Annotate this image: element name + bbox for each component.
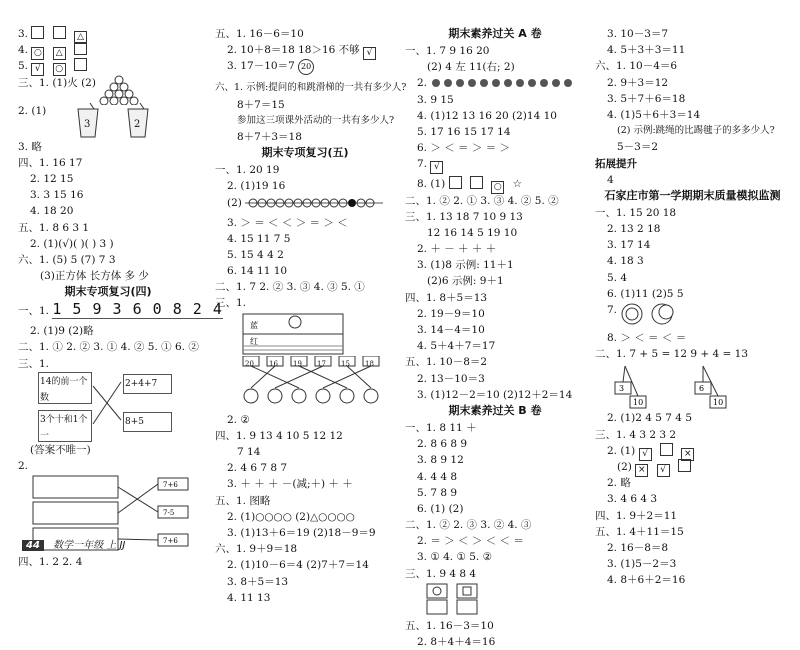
line: 2. 8 6 8 9: [417, 438, 468, 451]
line: 四、1. 9＋2＝11: [595, 509, 678, 522]
line: (答案不唯一): [30, 443, 91, 456]
matching-figure: [18, 372, 198, 442]
section-title: 期末素养过关 B 卷: [448, 403, 542, 417]
kids-number-figure: [215, 356, 395, 412]
line: 3. 10－3＝7: [607, 28, 669, 40]
line: 2. (1) 3 2: [18, 103, 198, 139]
answer-box: ×: [681, 448, 694, 461]
line: 2. 16－8＝8: [607, 541, 669, 554]
line: 二、1. 7 2. ② 3. ③ 4. ③ 5. ①: [215, 281, 365, 294]
line: 8. (1) ○ ☆: [417, 178, 523, 193]
line: 五、1. 4＋11＝15: [595, 525, 684, 538]
line: (2) × √: [595, 459, 790, 475]
answer-box: √: [363, 47, 376, 60]
line: 4. (1)12 13 16 20 (2)14 10: [417, 109, 557, 122]
column-3: [405, 26, 585, 650]
line: 四、1. 9 13 4 10 5 12 12: [215, 429, 343, 442]
answer-box: √: [31, 63, 44, 76]
line: 3. 14－4＝10: [417, 324, 485, 336]
line: 7. √: [405, 156, 585, 176]
line: 8＋7＝15: [237, 98, 285, 111]
line: 2. (1)9 (2)略: [30, 325, 94, 338]
subsection-title: 拓展提升: [595, 157, 637, 170]
line: 3. ＋ ＋ ＋ －(减;＋) ＋ ＋: [227, 478, 353, 491]
line: 参加这三项课外活动的一共有多少人?: [237, 114, 395, 126]
box: 2+4+7: [123, 374, 172, 394]
line: 五、1. 8 6 3 1: [18, 221, 90, 234]
line: 三、1.: [215, 297, 247, 310]
answer-box: [74, 58, 87, 71]
svg-text:10: 10: [633, 398, 644, 408]
answer-box: [74, 42, 87, 55]
line: 2. (1)2 4 5 7 4 5: [607, 412, 692, 425]
line: 一、1. 20 19: [215, 164, 280, 177]
answer-box: √: [639, 448, 652, 461]
line: 8＋7＋3＝18: [237, 130, 302, 143]
section-title: 期末专项复习(五): [261, 146, 349, 160]
line: 2. 10＋8＝18 18＞16 不够 √: [215, 42, 395, 58]
cube-boxes-figure: [405, 582, 585, 618]
line: 3. 8＋5＝13: [227, 575, 289, 588]
answer-box: ○: [31, 47, 44, 60]
svg-text:6: 6: [699, 384, 705, 394]
svg-text:10: 10: [713, 398, 724, 408]
line: 4. 5＋4＋7＝17: [417, 340, 496, 353]
line: 2.: [18, 460, 29, 472]
line: 3. (1)13＋6＝19 (2)18－9＝9: [227, 526, 376, 539]
line: 三、1. 4 3 2 3 2: [595, 428, 677, 441]
line: 6. (1)11 (2)5 5: [607, 287, 684, 300]
line: 六、1. (5) 5 (7) 7 3: [18, 253, 116, 266]
ball-pyramid-figure: [99, 75, 139, 105]
svg-text:7+6: 7+6: [163, 481, 178, 490]
line: 三、1. (1)火 (2): [18, 75, 198, 103]
svg-text:3: 3: [619, 384, 625, 394]
line: 4. 18 3: [607, 255, 644, 268]
line: 2.: [405, 75, 585, 91]
line: 3. ① 4. ① 5. ②: [417, 551, 492, 564]
line: 一、1. 15 20 18: [595, 206, 677, 219]
answer-box: √: [657, 464, 670, 477]
line: 3. △: [18, 26, 198, 42]
number-label: 17: [317, 359, 326, 368]
line: 二、1. ① 2. ② 3. ① 4. ② 5. ① 6. ②: [18, 341, 199, 354]
number-label: 19: [293, 359, 302, 368]
answer-box: △: [53, 47, 66, 60]
line: 6. ＞ ＜ ＝ ＞ ＝ ＞: [417, 142, 511, 155]
decompose-figure: [595, 362, 790, 410]
line: 五、1. 16－3＝10: [405, 619, 494, 632]
answer-box: ○: [53, 63, 66, 76]
svg-text:2: 2: [133, 118, 140, 130]
line: 四、1. 2 2. 4: [18, 556, 83, 569]
line: (2): [215, 195, 395, 215]
line: (2) 4 左 11(右; 2): [427, 61, 515, 74]
box: 8+5: [123, 412, 172, 432]
line: 4. ○ △: [18, 42, 198, 58]
line: 五、1. 16－6＝10: [215, 28, 304, 40]
svg-text:3: 3: [83, 118, 90, 130]
line: 2. (1) √ ×: [595, 443, 790, 459]
line: (2)6 示例: 9＋1: [427, 275, 504, 288]
line: 4. 15 11 7 5: [227, 232, 291, 245]
line: 四、1. 8＋5＝13: [405, 291, 488, 304]
line: 2. 19－9＝10: [417, 307, 485, 320]
line: 6. (1) (2): [417, 502, 464, 515]
section-title: 期末专项复习(四): [64, 285, 152, 299]
line: 一、1. 7 9 16 20: [405, 45, 490, 57]
line: 2. ＋ － ＋ ＋ ＋: [417, 243, 497, 256]
line: 5. 15 4 4 2: [227, 248, 284, 261]
page-number: 44: [22, 540, 44, 551]
svg-text:7-5: 7-5: [163, 509, 175, 518]
line: 六、1. 9＋9＝18: [215, 543, 298, 556]
column-2: [215, 26, 407, 606]
answer-box: √: [430, 161, 443, 174]
line: 5. 7 8 9: [417, 486, 458, 499]
answer-box: [470, 176, 483, 189]
line: 2. 12 15: [30, 172, 74, 185]
line: 三、1. 9 4 8 4: [405, 567, 477, 580]
line: 4: [607, 173, 614, 186]
line: 3. ＞ ＝ ＜ ＜ ＞ ＝ ＞ ＜: [227, 216, 348, 229]
line: 二、1. ② 2. ③ 3. ② 4. ③: [405, 519, 532, 532]
line: 一、1. 8 11 ＋: [405, 421, 477, 434]
line: 4. 4 4 8: [417, 470, 458, 483]
line: 3. 8 9 12: [417, 454, 464, 467]
line: 5. √ ○: [18, 58, 198, 74]
line: 二、1. 7 + 5 = 12 9 + 4 = 13: [595, 348, 749, 361]
line: 8. ＞ ＜ ＝ ＜ ＝: [607, 332, 687, 344]
line: 2. (1)○○○○ (2)△○○○○: [227, 510, 355, 523]
answer-box: ○: [491, 181, 504, 194]
line: 3. (1)5－2＝3: [607, 558, 677, 571]
line: 3. 3 15 16: [30, 189, 84, 202]
line: 二、1. ② 2. ① 3. ③ 4. ② 5. ②: [405, 194, 559, 207]
box: 3个十和1个一: [38, 410, 92, 442]
shelf-figure: [215, 312, 395, 356]
svg-text:蓝: 蓝: [250, 320, 258, 330]
section-title: 石家庄市第一学期期末质量模拟监测: [604, 188, 781, 202]
line: 2. ②: [227, 413, 250, 426]
line: 2. 13－10＝3: [417, 372, 485, 385]
line: 2. 8＋4＋4＝16: [417, 636, 496, 648]
line: 5－3＝2: [617, 141, 659, 154]
answer-box: [31, 26, 44, 39]
line: 7.: [595, 302, 790, 330]
line: (3)正方体 长方体 多 少: [40, 270, 149, 283]
line: 3. 17－10＝7 20: [215, 58, 395, 80]
answer-box: [449, 176, 462, 189]
number-label: 20: [245, 359, 254, 368]
line: 一、1. 1 5 9 3 6 0 8 2 4: [18, 300, 223, 319]
answer-box: [660, 443, 673, 456]
answer-box: ×: [635, 464, 648, 477]
line: 六、1. 示例:提问的和跳滑梯的一共有多少人?: [215, 82, 407, 94]
cups-figure: [50, 103, 160, 139]
line: 3. 略: [18, 140, 42, 153]
line: 5. 17 16 15 17 14: [417, 125, 511, 138]
page-footer: [22, 536, 125, 551]
line: 3. 5＋7＋6＝18: [607, 92, 686, 105]
line: 5. 4: [607, 271, 628, 284]
line: 2. 13 2 18: [607, 223, 661, 236]
line: 三、1.: [18, 357, 50, 370]
svg-text:7+6: 7+6: [163, 537, 178, 546]
line: 2. (1)(√)( )( ) 3 ): [30, 237, 114, 250]
line: 六、1. 10－4＝6: [595, 60, 678, 73]
line: 2. (1)19 16: [227, 180, 286, 193]
line: 3. 9 15: [417, 93, 454, 106]
pattern-row: [430, 77, 580, 89]
answer-box: [53, 26, 66, 39]
line: 五、1. 图略: [215, 494, 271, 507]
line: 3. 17 14: [607, 239, 651, 252]
line: 12 16 14 5 19 10: [427, 226, 518, 239]
answer-box: [678, 459, 691, 472]
line: 4. (1)5＋6＋3＝14: [607, 108, 701, 121]
line: 五、1. 10－8＝2: [405, 356, 488, 369]
number-label: 16: [269, 359, 278, 368]
book-label: 数学一年级 上 JJ: [53, 540, 126, 551]
line: 4. 8＋6＋2＝16: [607, 574, 686, 587]
line: 2. 略: [607, 477, 631, 490]
line: 4. 11 13: [227, 591, 271, 604]
line: 2. 4 6 7 8 7: [227, 462, 288, 475]
box: 14的前一个数: [38, 372, 92, 404]
line: 7 14: [237, 446, 261, 458]
column-1: [18, 26, 223, 570]
bead-string-figure: [245, 196, 385, 210]
line: 三、1. 13 18 7 10 9 13: [405, 210, 523, 223]
svg-text:红: 红: [250, 336, 258, 346]
line: 2. (1)10－6＝4 (2)7＋7＝14: [227, 559, 369, 572]
line: 四、1. 16 17: [18, 156, 83, 169]
line: 6. 14 11 10: [227, 265, 288, 278]
line: 2. ＝ ＞ ＜ ＞ ＜ ＜ ＝: [417, 535, 524, 548]
line: 4. 5＋3＋3＝11: [607, 44, 686, 57]
handwritten-digits: 1 5 9 3 6 0 8 2 4: [52, 300, 223, 319]
column-4: [595, 26, 790, 588]
line: (2) 示例:跳绳的比踢毽子的多多少人?: [617, 125, 775, 137]
answer-box: △: [74, 31, 87, 44]
number-label: 15: [341, 359, 350, 368]
line: 3. 4 6 4 3: [607, 493, 658, 506]
line: 3. (1)8 示例: 11＋1: [417, 259, 514, 272]
section-title: 期末素养过关 A 卷: [448, 27, 542, 40]
number-label: 18: [365, 359, 374, 368]
line: 3. (1)12－2＝10 (2)12＋2＝14: [417, 388, 573, 401]
circle-moon-figure: [620, 302, 680, 328]
line: 4. 18 20: [30, 205, 74, 218]
line: 2. 9＋3＝12: [607, 76, 669, 89]
